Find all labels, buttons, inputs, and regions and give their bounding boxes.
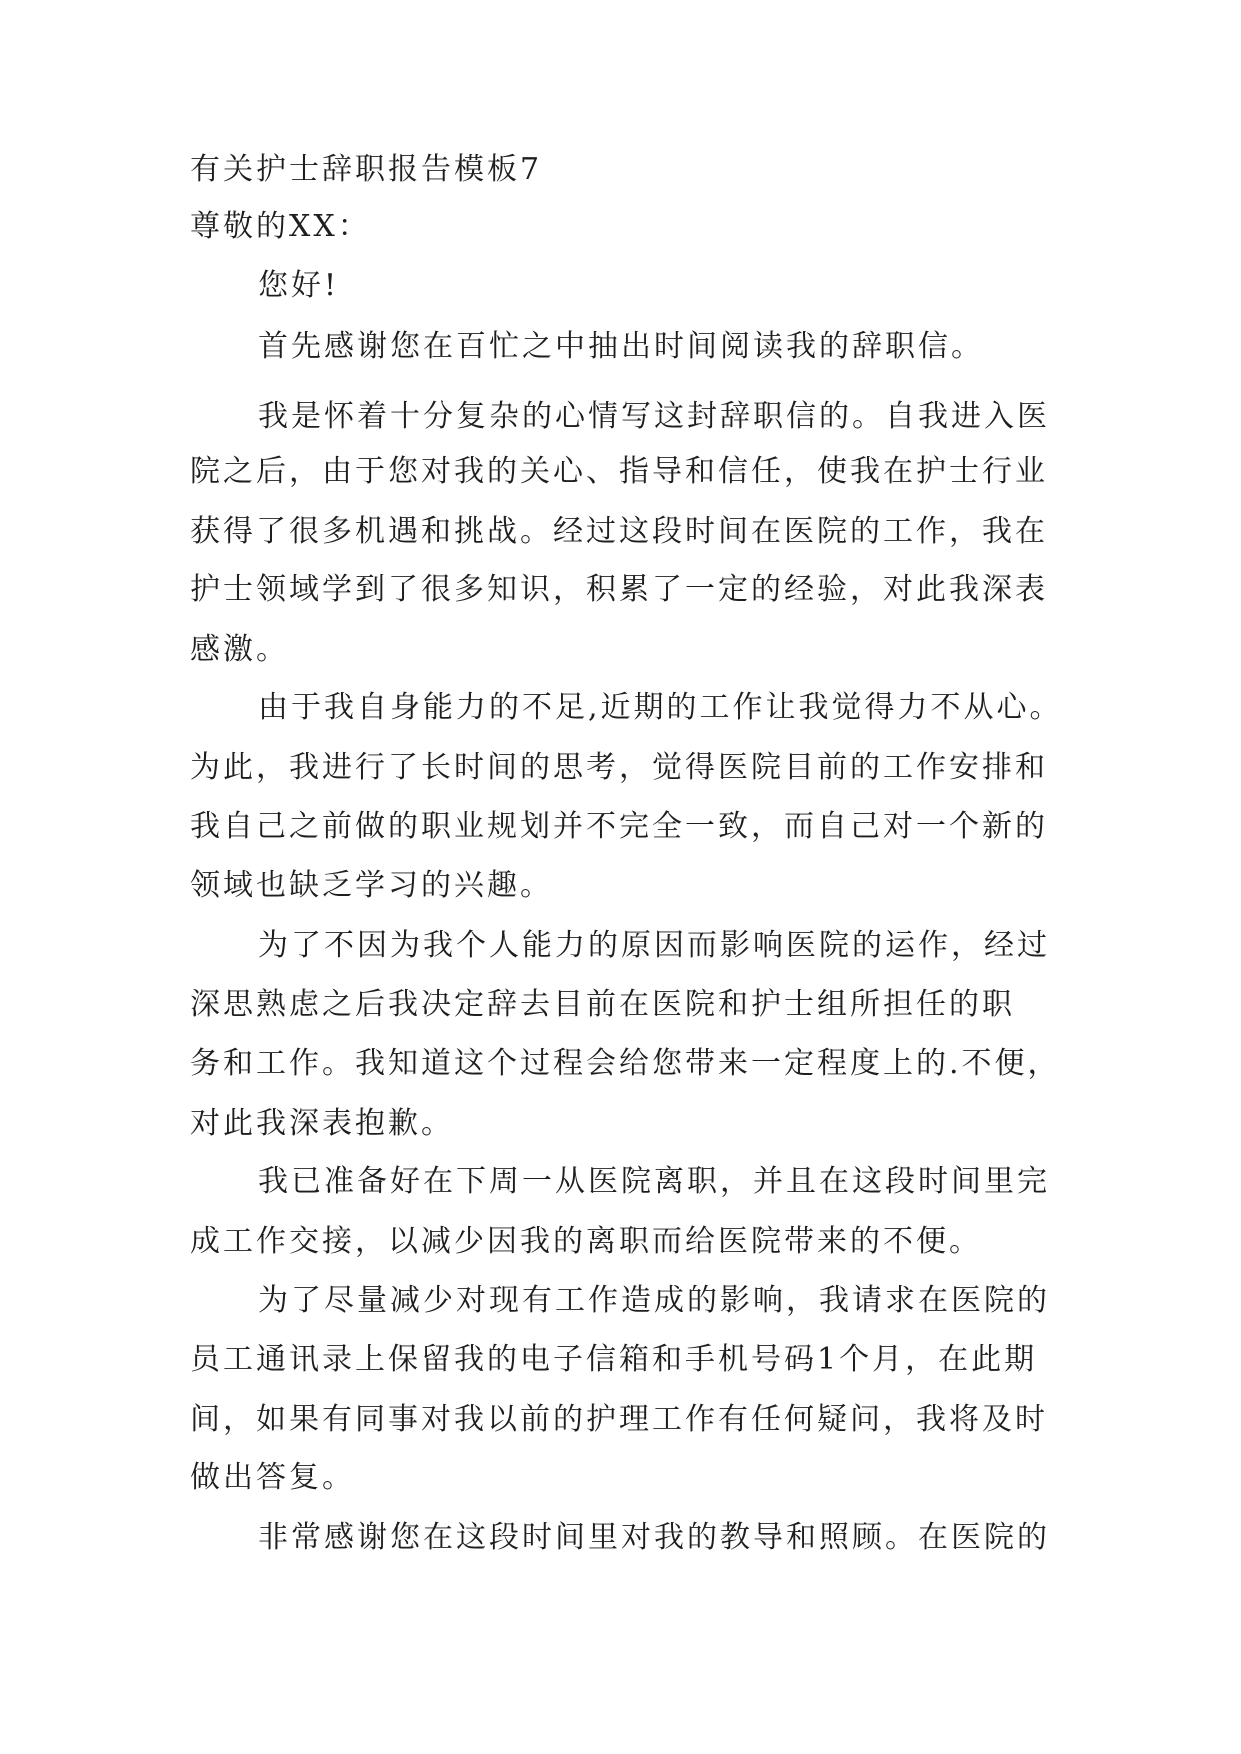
paragraph-line: 员工通讯录上保留我的电子信箱和手机号码1个月，在此期 — [190, 1342, 1038, 1377]
paragraph-line: 首先感谢您在百忙之中抽出时间阅读我的辞职信。 — [258, 329, 984, 364]
paragraph-line: 护士领域学到了很多知识，积累了一定的经验，对此我深表 — [190, 572, 1048, 607]
paragraph-line: 院之后，由于您对我的关心、指导和信任，使我在护士行业 — [190, 454, 1048, 489]
paragraph-line: 做出答复。 — [190, 1460, 355, 1495]
document-title: 有关护士辞职报告模板7 — [190, 152, 543, 187]
paragraph-line: 为此，我进行了长时间的思考，觉得医院目前的工作安排和 — [190, 750, 1048, 785]
paragraph-line: 务和工作。我知道这个过程会给您带来一定程度上的.不便， — [190, 1046, 1061, 1081]
paragraph-line: 成工作交接，以减少因我的离职而给医院带来的不便。 — [190, 1224, 982, 1259]
paragraph-line: 我是怀着十分复杂的心情写这封辞职信的。自我进入医 — [258, 399, 1050, 434]
paragraph-line: 深思熟虑之后我决定辞去目前在医院和护士组所担任的职 — [190, 987, 1015, 1022]
paragraph-line: 我自己之前做的职业规划并不完全一致，而自己对一个新的 — [190, 809, 1048, 844]
paragraph-line: 为了尽量减少对现有工作造成的影响，我请求在医院的 — [258, 1283, 1050, 1318]
paragraph-line: 领域也缺乏学习的兴趣。 — [190, 868, 553, 903]
salutation: 尊敬的XX： — [190, 209, 371, 244]
paragraph-line: 间，如果有同事对我以前的护理工作有任何疑问，我将及时 — [190, 1402, 1048, 1437]
paragraph-line: 获得了很多机遇和挑战。经过这段时间在医院的工作，我在 — [190, 514, 1048, 549]
paragraph-line: 非常感谢您在这段时间里对我的教导和照顾。在医院的 — [258, 1520, 1050, 1555]
paragraph-line: 对此我深表抱歉。 — [190, 1106, 454, 1141]
paragraph-line: 感激。 — [190, 632, 289, 667]
paragraph-line: 为了不因为我个人能力的原因而影响医院的运作，经过 — [258, 928, 1050, 963]
greeting-line: 您好! — [258, 268, 340, 303]
paragraph-line: 由于我自身能力的不足,近期的工作让我觉得力不从心。 — [258, 690, 1063, 725]
paragraph-line: 我已准备好在下周一从医院离职，并且在这段时间里完 — [258, 1164, 1050, 1199]
